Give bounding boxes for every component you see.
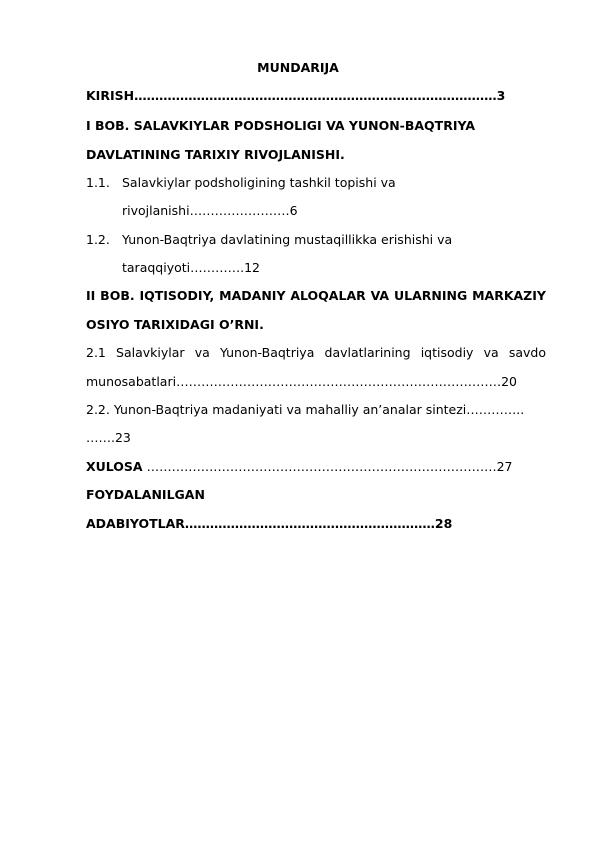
toc-chapter-1-line-2: DAVLATINING TARIXIY RIVOJLANISHI. — [86, 147, 345, 162]
toc-word: va — [483, 345, 499, 360]
toc-word: BOB. — [100, 288, 135, 303]
toc-word: Yunon-Baqtriya — [219, 345, 315, 360]
toc-xulosa-label: XULOSA — [86, 459, 143, 474]
toc-section-1-2-line-1: Yunon-Baqtriya davlatining mustaqillikka erishishi va — [122, 232, 453, 247]
toc-chapter-1-line-1: I BOB. SALAVKIYLAR PODSHOLIGI VA YUNON-BAQTRIYA — [86, 118, 476, 133]
toc-entry-xulosa — [86, 459, 513, 475]
toc-section-2-2-line-1: 2.2. Yunon-Baqtriya madaniyati va mahalliy an’analar sintezi………….. — [86, 402, 525, 417]
toc-word: VA — [370, 288, 390, 303]
toc-section-1-1-line-2: rivojlanishi……………………6 — [122, 203, 298, 218]
toc-section-1-1-line-1: Salavkiylar podsholigining tashkil topishi va — [122, 175, 396, 190]
toc-section-number-1-1: 1.1. — [86, 175, 110, 190]
toc-word: Salavkiylar — [116, 345, 185, 360]
toc-section-2-1-line-1 — [86, 345, 546, 361]
toc-entry-adabiyotlar: ADABIYOTLAR……………………………………………………28 — [86, 516, 453, 531]
toc-word: savdo — [508, 345, 546, 360]
toc-word: MADANIY — [219, 288, 286, 303]
toc-xulosa-page: …………………………………………………………………………27 — [142, 459, 513, 474]
toc-word: iqtisodiy — [420, 345, 474, 360]
toc-chapter-2-line-2: OSIYO TARIXIDAGI O’RNI. — [86, 317, 264, 332]
toc-word: davlatlarining — [324, 345, 411, 360]
toc-word: MARKAZIY — [472, 288, 546, 303]
toc-title: MUNDARIJA — [257, 60, 339, 75]
toc-word: II — [86, 288, 96, 303]
toc-entry-kirish: KIRISH……………………………………………………………………………3 — [86, 88, 506, 103]
toc-section-2-2-line-2: …….23 — [86, 430, 131, 445]
toc-word: 2.1 — [86, 345, 106, 360]
toc-word: va — [194, 345, 210, 360]
toc-section-2-1-line-2: munosabatlari……………………………………………………………………20 — [86, 374, 517, 389]
toc-chapter-2-line-1 — [86, 288, 546, 304]
toc-section-1-2-line-2: taraqqiyoti………….12 — [122, 260, 261, 275]
toc-word: ALOQALAR — [290, 288, 366, 303]
toc-entry-foydalanilgan: FOYDALANILGAN — [86, 487, 205, 502]
toc-word: ULARNING — [393, 288, 468, 303]
toc-word: IQTISODIY, — [139, 288, 215, 303]
toc-section-number-1-2: 1.2. — [86, 232, 110, 247]
